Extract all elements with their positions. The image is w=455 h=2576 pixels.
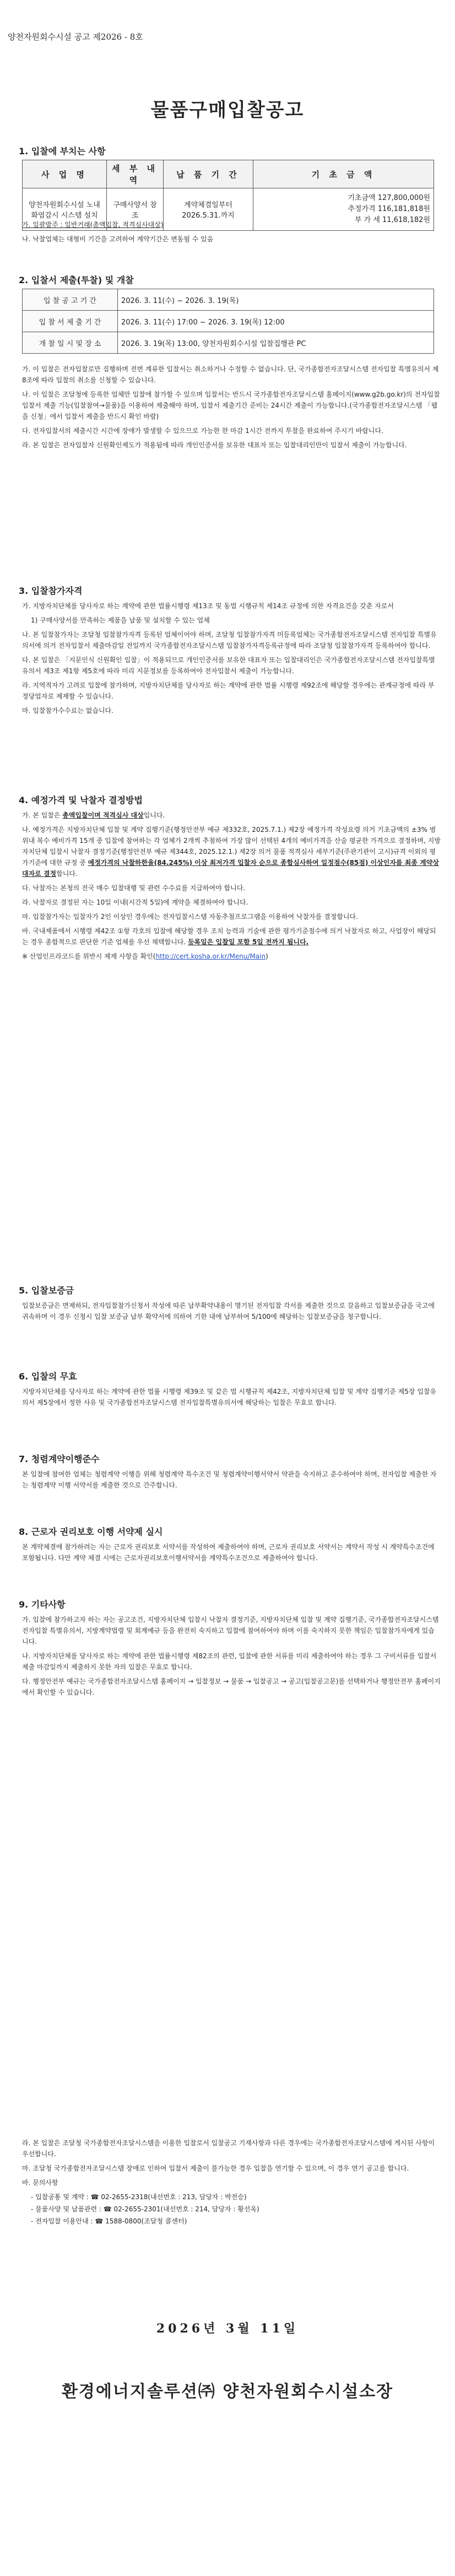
issuer-name: 환경에너지솔루션㈜ 양천자원회수시설소장 [61,2382,394,2401]
section-7-heading: 7. 청렴계약이행준수 [19,1454,100,1464]
note-period-change: 나. 낙찰업체는 대형비 기간을 고려하여 계약기간은 변동될 수 있음 [22,235,214,243]
paragraph [22,824,441,879]
section-4-body [22,810,441,965]
paragraph: 마. 입찰참가수수료는 없습니다. [22,707,113,715]
section-4-heading: 4. 예정가격 및 낙찰자 결정방법 [19,795,143,805]
paragraph: 본 계약체결에 참가하려는 자는 근로자 권리보호 서약서를 작성하여 제출하여야 하며, 근로자 권리보호 서약서는 계약서 작성 시 계약특수조건에 포함됩니다. 다만 계약 체결 시에는 근로자권리보호이행서약서를 계약특수조건으로 제출하여야 합니다. [22,1543,435,1562]
section-9-heading: 9. 기타사항 [19,1599,66,1610]
cell-project-name: 양천자원회수시설 노내화염감시 시스템 설치 [23,188,107,231]
section-8-heading: 8. 근로자 권리보호 이행 서약제 실시 [19,1527,163,1537]
paragraph: 다. 행정안전부 예규는 국가종합전자조달시스템 홈페이지 → 입찰정보 → 물품 → 입찰공고 → 공고(입찰공고문)를 선택하거나 행정안전부 홈페이지에서 확인할 수 있습니다. [22,1677,441,1696]
section-2-heading: 2. 입찰서 제출(투찰) 및 개찰 [19,275,134,285]
emphasis-text: 등록일은 입찰일 포함 5일 전까지 됩니다. [187,938,309,946]
text: 가. 본 입찰은 [22,811,63,819]
emphasis-text: 총액입찰이며 적격심사 대상 [62,811,144,819]
section-2-body [22,364,441,454]
text: 바. 국내제품에서 시행령 제42조 ①항 각호의 입찰에 해당할 경우 조치 능력과 기술에 관한 평가기준점수에 의거 낙찰자로 하고, 사업장이 해당되는 경우 종합적으로 판단한 기준 업체를 우선 채택합니다. [22,927,436,946]
doc-number: 양천자원회수시설 공고 제2026 - 8호 [8,32,143,42]
section-9-body-b [22,2137,441,2228]
table-row [23,289,434,311]
section-3-heading: 3. 입찰참가자격 [19,586,83,596]
emphasis-text: 예정가격의 낙찰하한율(84.245%) 이상 최저가격 입찰자 순으로 종합심사하여 일정점수(85점) 이상인자를 최종 계약상대자로 결정 [22,859,439,878]
col-header-name: 사 업 명 [23,160,107,188]
paragraph: 나. 이 입찰은 조달청에 등록한 업체만 입찰에 참가할 수 있으며 입찰서는 반드시 국가종합전자조달시스템 홈페이지(www.g2b.go.kr)의 전자입찰 입찰서 제출 기능(입찰참여→물품)을 이용하여 제출해야 하며, 입찰서 제출기간 준비는 24시간 제출이 가능합니다.(국가종합전자조달시스템 「웹을 신청」에서 입찰서 제출을 반드시 확인 바람) [22,391,440,420]
section-7-body [22,1469,441,1494]
notice-date: 2026년 3월 11일 [156,2321,299,2336]
section-1-notes [22,219,441,248]
paragraph: 본 입찰에 참여한 업체는 청렴계약 이행을 위해 청렴계약 특수조건 및 청렴계약이행서약서 약관을 숙지하고 준수하여야 하며, 전자입찰 제출한 자는 청렴계약 이행 서약서를 제출한 것으로 간주합니다. [22,1470,437,1489]
col-header-detail: 세 부 내 역 [107,160,164,188]
table-row [23,332,434,354]
paragraph: 나. 지방자치단체를 당사자로 하는 계약에 관한 법률시행령 제82조의 관련, 입찰에 관한 서류를 미리 제출하여야 하는 경우 그 구비서류를 입찰서 제출 마감일까지 제출하지 못한 자의 입찰은 무효로 합니다. [22,1652,437,1671]
paragraph: 라. 본 입찰은 전자입찰자 신원확인제도가 적용됨에 따라 개인인증서를 보유한 대표자 또는 입찰대리인만이 입찰서 제출이 가능합니다. [22,441,407,449]
vat-amount: 부 가 세 11,618,182원 [354,216,430,224]
paragraph: 다. 전자입찰서의 제출시간 시간에 장애가 발생할 수 있으므로 가능한 한 마감 1시간 전까지 투찰을 완료하여 주시기 바랍니다. [22,427,383,435]
cell-period: 계약체결일부터 2026.5.31.까지 [164,188,253,231]
paragraph: 다. 낙찰자는 본청의 전국 매수 입찰대행 및 관련 수수료를 지급하여야 합니다. [22,884,246,892]
paragraph: 가. 지방자치단체를 당사자로 하는 계약에 관한 법률시행령 제13조 및 동법 시행규칙 제14조 규정에 의한 자격요건을 갖춘 자로서 [22,602,394,610]
paragraph: 1) 구매사양서를 만족하는 제품을 납품 및 설치할 수 있는 업체 [31,616,210,624]
section-5-heading: 5. 입찰보증금 [19,1285,74,1296]
section-6-heading: 6. 입찰의 무효 [19,1371,77,1382]
base-amount: 기초금액 127,800,000원 [348,194,430,202]
schedule-table [22,289,434,354]
paragraph: 지방자치단체를 당사자로 하는 계약에 관한 법률 시행령 제39조 및 같은 법 시행규칙 제42조, 지방자치단체 입찰 및 계약 집행기준 제5장 입찰유의서 제5장에서 정한 사유 및 국가종합전자조달시스템 전자입찰특별유의서에 해당하는 입찰은 무효로 합니다. [22,1388,437,1406]
paragraph: 라. 지역적자가 고려로 입찰에 참가하며, 지방자치단체를 당사자로 하는 계약에 관한 법률 시행령 제92조에 해당할 경우에는 관계규정에 따라 부정당업자로 제재할 수 있습니다. [22,681,435,700]
paragraph: 가. 이 입찰은 전자입찰로만 집행하며 전번 계류한 입찰서는 취소하거나 수정할 수 없습니다. 단, 국가종합전자조달시스템 전자입찰 특별유의서 제8조에 따라 입찰의 취소를 신청할 수 있습니다. [22,365,439,384]
section-5-body [22,1300,441,1325]
paragraph: 가. 입찰에 참가하고자 하는 자는 공고조건, 지방자치단체 입찰시 낙찰자 결정기준, 지방자치단체 입찰 및 계약 집행기준, 국가종합전자조달시스템 전자입찰 특별유의서, 지방계약법령 및 회계예규 등을 완전히 숙지하고 입찰에 참여하여야 하며 이를 숙지하지 못한 책임은 입찰참가자에게 있습니다. [22,1616,439,1646]
paragraph: 라. 낙찰자로 결정된 자는 10일 이내(시간적 5일)에 계약을 체결하여야 합니다. [22,899,248,906]
schedule-value: 2026. 3. 11(수) ~ 2026. 3. 19(목) [118,289,434,311]
cert-link[interactable]: http://cert.kosha.or.kr/Menu/Main [155,953,266,960]
paragraph [22,951,441,962]
text: 입니다. [143,811,165,819]
section-8-body [22,1541,441,1567]
paragraph: 라. 본 입찰은 조달청 국가종합전자조달시스템을 이용한 입찰로서 입찰공고 기재사항과 다른 경우에는 국가종합전자조달시스템에 게시된 사항이 우선합니다. [22,2139,435,2158]
schedule-label: 입 찰 서 제 출 기 간 [23,311,118,332]
section-1-heading: 1. 입찰에 부치는 사항 [19,146,106,156]
text: ※ 산업인프라코드를 위반시 제재 사항을 확인( [22,953,156,960]
text: 합니다. [56,870,78,878]
schedule-label: 입 찰 공 고 기 간 [23,289,118,311]
paragraph: 마. 입찰참가자는 입찰자가 2인 이상인 경우에는 전자입찰시스템 자동추첨프로그램을 이용하여 낙찰자를 결정합니다. [22,913,358,921]
paragraph: 입찰보증금은 면제하되, 전자입찰참가신청서 작성에 따른 납부확약내용이 명기된 전자입찰 각서를 제출한 것으로 갈음하고 입찰보증금을 국고에 귀속하며 이 경우 신청시 입찰 보증금 납부 확약서에 의하여 기한 내에 납부하여 5/100에 해당하는 입찰보증금을 청구합니다. [22,1302,435,1321]
col-header-amount: 기 초 금 액 [253,160,434,188]
text: 나. 예정가격은 지방자치단체 입찰 및 계약 집행기준(행정안전부 예규 제332호, 2025.7.1.) 제2장 예정가격 작성요령 의거 기초금액의 ±3% 범위내 복수 예비가격 15개 중 입찰에 참여하는 각 업체가 2개씩 추첨하여 가장 많이 선택된 4개의 예비가격을 산술 평균한 가격으로 결정하며, 지방자치단체 입찰시 낙찰자 결정기준(행정안전부 예규 제344호, 2025.12.1.) 제2장 의거 물품 적격심사 세부기준(주관기관이 고시)규격 이외의 평가기준에 대한 규정 중 [22,826,441,867]
section-9-body-a [22,1614,441,1701]
contact-line: - 전자입찰 이용안내 : ☎ 1588-0800(조달청 콜센터) [31,2217,187,2225]
contact-line: - 물품사양 및 납품관련 : ☎ 02-2655-2301(내선번호 : 214, 담당자 : 황선옥) [31,2205,259,2213]
schedule-label: 개 찰 일 시 및 장 소 [23,332,118,354]
estimated-price: 추정가격 116,181,818원 [348,205,430,213]
table-header-row [23,160,434,188]
paragraph: 마. 조달청 국가종합전자조달시스템 장애로 인하여 입찰서 제출이 불가능한 경우 입찰을 연기할 수 있으며, 이 경우 연기 공고를 합니다. [22,2164,409,2172]
contact-line: - 입찰공통 및 계약 : ☎ 02-2655-2318(내선번호 : 213, 담당자 : 박전승) [31,2193,247,2201]
schedule-value: 2026. 3. 11(수) 17:00 ~ 2026. 3. 19(목) 12:00 [118,311,434,332]
page-title: 물품구매입찰공고 [150,99,305,121]
schedule-value: 2026. 3. 19(목) 13:00, 양천자원회수시설 입찰집행관 PC [118,332,434,354]
paragraph [22,926,441,948]
section-6-body [22,1386,441,1411]
section-3-body [22,600,441,719]
paragraph: 나. 본 입찰참가자는 조달청 입찰참가자격 등록된 업체이어야 하며, 조달청 입찰참가자격 미등록업체는 국가종합전자조달시스템 전자입찰 특별유의서에 의거 전자입찰서 제출마감일 전일까지 국가종합전자조달시스템 입찰참가자격등록규정에 따라 조달청 입찰참가자격 등록하여야 합니다. [22,631,437,650]
note-bulk-order: 가. 일괄발주 : 일반거래(총액입찰, 적격심사대상) [22,221,164,229]
table-row [23,311,434,332]
paragraph: 바. 문의사항 [22,2179,58,2187]
text: ) [266,953,268,960]
col-header-period: 납 품 기 간 [164,160,253,188]
paragraph: 다. 본 입찰은 「지문인식 신원확인 입찰」이 적용되므로 개인인증서를 보유한 대표자 또는 입찰대리인은 국가종합전자조달시스템 전자입찰특별유의서 제3조 제1항 제5호에 따라 미리 지문정보를 등록하여야 전자입찰서 제출이 가능합니다. [22,656,435,675]
cell-detail: 구매사양서 참조 [107,188,164,231]
paragraph [22,810,441,821]
